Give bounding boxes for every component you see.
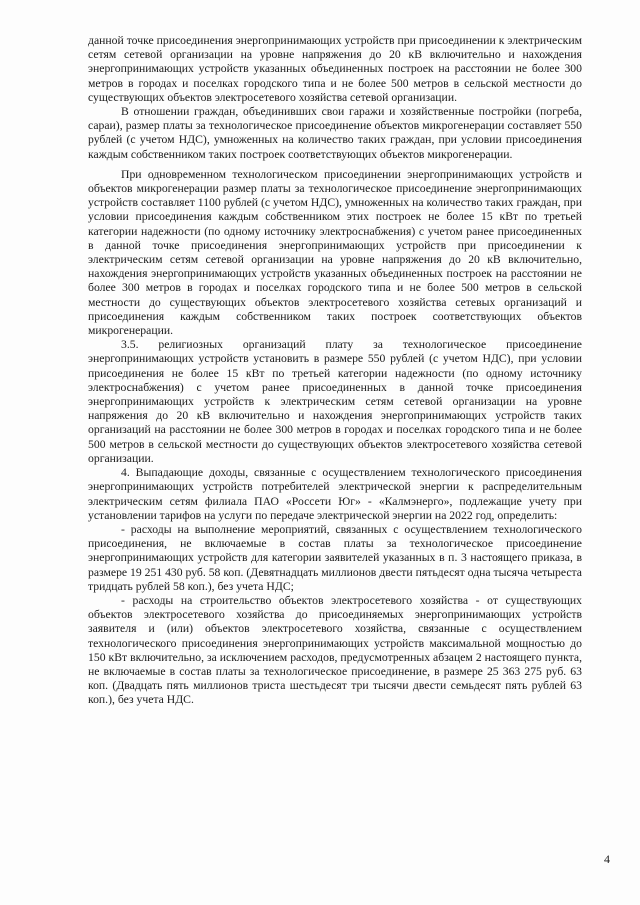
list-item-activity-expenses: - расходы на выполнение мероприятий, связанных с осуществлением технологического присоединения, не включаемые в состав платы за технологическое присоединение энергопринимающих устройств для категории заявителей указанных в п. 3 настоящего приказа, в размере 19 251 430 руб. 58 коп. (Девятнадцать миллионов двести пятьдесят одна тысяча четыреста тридцать рублей 58 коп.), без учета НДС; [88, 522, 582, 593]
paragraph-continuation: данной точке присоединения энергопринимающих устройств при присоединении к электрическим сетям сетевой организации на уровне напряжения до 20 кВ включительно и нахождения энергопринимающих устройств указанных объединенных построек на расстоянии не более 300 метров в городах и поселках городского типа и не более 500 метров в сельской местности до существующих объектов электросетевого хозяйства сетевой организации. [88, 34, 582, 104]
document-body [88, 34, 582, 708]
paragraph-simultaneous-connection: При одновременном технологическом присоединении энергопринимающих устройств и объектов микрогенерации размер платы за технологическое присоединение энергопринимающих устройств составляет 1100 рублей (с учетом НДС), умноженных на количество таких граждан, при условии присоединения каждым собственником этих построек не более 15 кВт по третьей категории надежности (по одному источнику электроснабжения) с учетом ранее присоединенных в данной точке присоединения энергопринимающих устройств при присоединении к электрическим сетям сетевой организации на уровне напряжения до 20 кВ включительно, нахождения энергопринимающих устройств указанных объединенных построек на расстоянии не более 300 метров в городах и поселках городского типа и не более 500 метров в сельской местности до существующих объектов электросетевого хозяйства сетевых организаций и присоединения каждым собственником таких построек соответствующих объектов микрогенерации. [88, 167, 582, 338]
paragraph-garages-microgeneration: В отношении граждан, объединивших свои гаражи и хозяйственные постройки (погреба, сараи), размер платы за технологическое присоединение объектов микрогенерации составляет 550 рублей (с учетом НДС), умноженных на количество таких граждан, при условии присоединения каждым собственником таких построек соответствующих объектов микрогенерации. [88, 105, 582, 161]
paragraph-lost-revenue: 4. Выпадающие доходы, связанные с осуществлением технологического присоединения энергопринимающих устройств потребителей электрической энергии к распределительным электрическим сетям филиала ПАО «Россети Юг» - «Калмэнерго», подлежащие учету при установлении тарифов на услуги по передаче электрической энергии на 2022 год, определить: [88, 466, 582, 522]
list-item-construction-expenses: - расходы на строительство объектов электросетевого хозяйства - от существующих объектов электросетевого хозяйства до присоединяемых энергопринимающих устройств заявителя и (или) объектов электросетевого хозяйства, связанные с осуществлением технологического присоединения энергопринимающих устройств максимальной мощностью до 150 кВт включительно, за исключением расходов, предусмотренных абзацем 2 настоящего пункта, не включаемые в состав платы за технологическое присоединение, в размере 25 363 275 руб. 63 коп. (Двадцать пять миллионов триста шестьдесят три тысячи двести семьдесят пять рублей 63 коп.), без учета НДС. [88, 593, 582, 707]
paragraph-religious-organizations: 3.5. религиозных организаций плату за технологическое присоединение энергопринимающих устройств установить в размере 550 рублей (с учетом НДС), при условии присоединения не более 15 кВт по третьей категории надежности (по одному источнику электроснабжения) с учетом ранее присоединенных в данной точке присоединения энергопринимающих устройств к электрическим сетям сетевой организации на уровне напряжения до 20 кВ включительно и нахождения энергопринимающих устройств таких организаций на расстоянии не более 300 метров в городах и поселках городского типа и не более 500 метров в сельской местности до существующих объектов электросетевого хозяйства сетевой организации. [88, 338, 582, 465]
page-number: 4 [604, 852, 610, 866]
